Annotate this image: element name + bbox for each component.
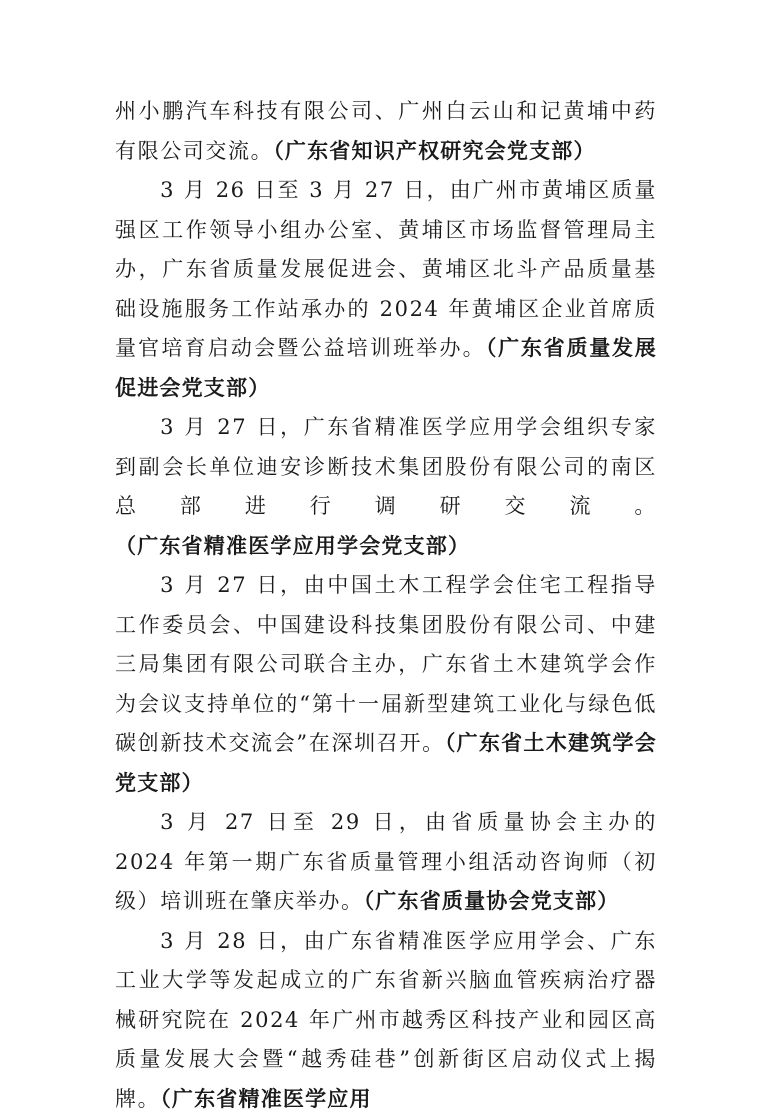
paragraph-1 <box>115 92 657 171</box>
paragraph-text: 3 月 28 日，由广东省精准医学应用学会、广东工业大学等发起成立的广东省新兴脑血管疾病治疗器械研究院在 2024 年广州市越秀区科技产业和园区高质量发展大会暨“越秀硅巷”创新街区启动仪式上揭牌。 <box>115 929 657 1111</box>
paragraph-text: 3 月 26 日至 3 月 27 日，由广州市黄埔区质量强区工作领导小组办公室、黄埔区市场监督管理局主办，广东省质量发展促进会、黄埔区北斗产品质量基础设施服务工作站承办的 2024 年黄埔区企业首席质量官培育启动会暨公益培训班举办。 <box>115 178 657 360</box>
paragraph-3 <box>115 408 657 566</box>
org-attribution: （广东省精准医学应用 <box>160 1087 372 1111</box>
org-attribution: （广东省精准医学应用学会党支部） <box>115 534 470 558</box>
paragraph-text: 3 月 27 日，广东省精准医学应用学会组织专家到副会长单位迪安诊断技术集团股份有限公司的南区总部进行调研交流。 <box>115 415 657 518</box>
document-body <box>115 92 657 1119</box>
paragraph-6 <box>115 922 657 1119</box>
paragraph-4 <box>115 566 657 803</box>
org-attribution: （广东省质量协会党支部） <box>364 889 620 913</box>
paragraph-2 <box>115 171 657 408</box>
org-attribution: （广东省知识产权研究会党支部） <box>273 139 596 163</box>
org-attribution: （广东省质量发展促进会党支部） <box>115 336 657 400</box>
paragraph-text: 3 月 27 日至 29 日，由省质量协会主办的 2024 年第一期广东省质量管理小组活动咨询师（初级）培训班在肇庆举办。 <box>115 810 657 913</box>
paragraph-text: 州小鹏汽车科技有限公司、广州白云山和记黄埔中药有限公司交流。 <box>115 99 657 163</box>
paragraph-text: 3 月 27 日，由中国土木工程学会住宅工程指导工作委员会、中国建设科技集团股份有限公司、中建三局集团有限公司联合主办，广东省土木建筑学会作为会议支持单位的“第十一届新型建筑工业化与绿色低碳创新技术交流会”在深圳召开。 <box>115 573 657 755</box>
org-attribution: （广东省土木建筑学会党支部） <box>115 731 657 795</box>
paragraph-5 <box>115 803 657 922</box>
